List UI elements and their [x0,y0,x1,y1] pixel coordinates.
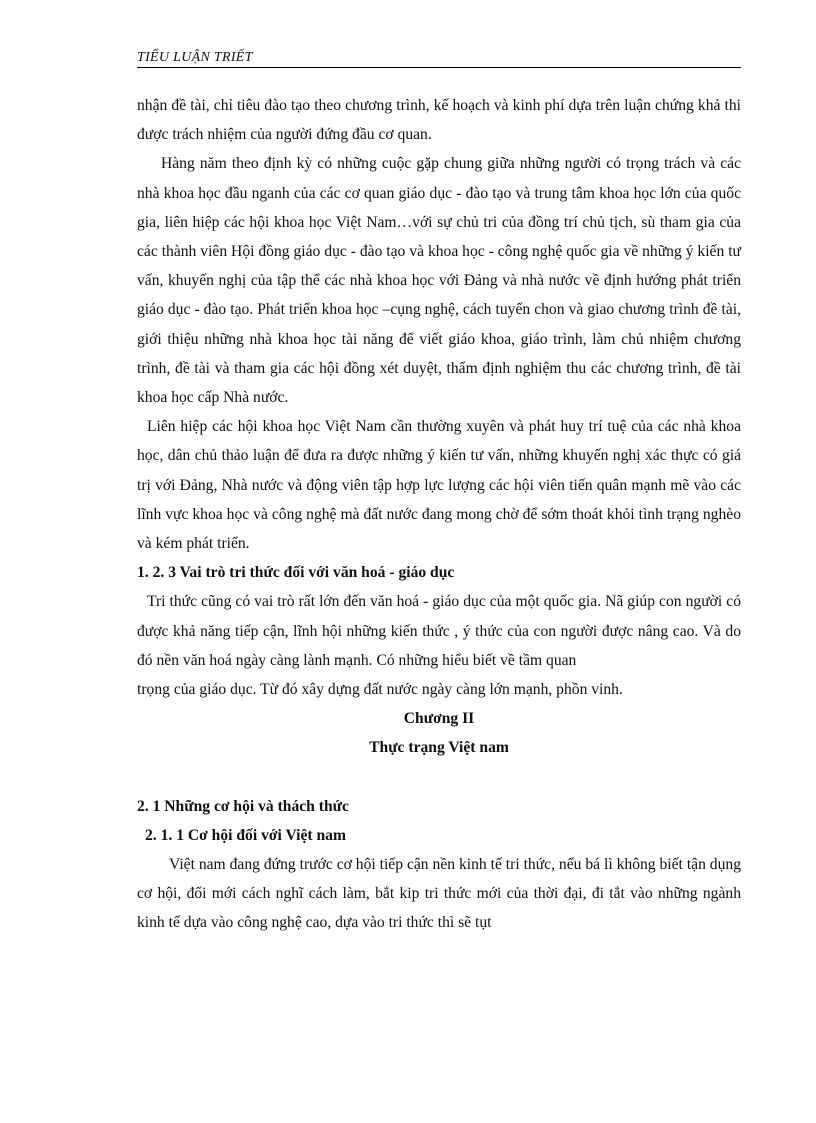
spacer [137,763,741,792]
paragraph-1: nhận đề tài, chỉ tiêu đào tạo theo chương trình, kế hoạch và kinh phí dựa trên luận chứng khả thi được trách nhiệm của người đứng đầu cơ quan. [137,97,741,144]
chapter-title: Thực trạng Việt nam [369,739,509,757]
document-body [137,91,741,938]
paragraph-6: Việt nam đang đứng trước cơ hội tiếp cận nền kinh tế tri thức, nếu bá lì không biết tận dụng cơ hội, đổi mới cách nghĩ cách làm, bắt kip tri thức mới của thời đại, đi tắt vào những ngành kinh tế dựa vào công nghệ cao, dựa vào tri thức thì sẽ tụt [137,856,741,932]
section-heading-1-2-3: 1. 2. 3 Vai trò tri thức đối với văn hoá - giáo dục [137,564,455,582]
chapter-label: Chương II [403,710,475,728]
paragraph-3: Liên hiệp các hội khoa học Việt Nam cần thường xuyên và phát huy trí tuệ của các nhà khoa học, dân chủ thảo luận để đưa ra được những ý kiến tư vấn, những khuyến nghị xác thực có giá trị với Đảng, Nhà nước và động viên tập hợp lực lượng các hội viên tiến quân mạnh mẽ vào các lĩnh vực khoa học và công nghệ mà đất nước đang mong chờ để sớm thoát khỏi tình trạng nghèo và kém phát triển. [137,418,741,553]
paragraph-2: Hàng năm theo định kỳ có những cuộc gặp chung giữa những người có trọng trách và các nhà khoa học đầu nganh của các cơ quan giáo dục - đào tạo và trung tâm khoa học lớn của quốc gia, liên hiệp các hội khoa học Việt Nam…với sự chủ tri của đồng trí chủ tịch, sù tham gia của các thành viên Hội đồng giáo dục - đào tạo và khoa học - công nghệ quốc gia về những ý kiến tư vấn, khuyến nghị của tập thể các nhà khoa học với Đảng và nhà nước về định hướng phát triển giáo dục - đào tạo. Phát triển khoa học –cụng nghệ, cách tuyển chon và giao chương trình đề tài, giới thiệu những nhà khoa học tài năng để viết giáo khoa, giáo trình, làm chủ nhiệm chương trình, đề tài và tham gia các hội đồng xét duyệt, thẩm định nghiệm thu các chương trình, đề tài khoa học cấp Nhà nước. [137,155,741,407]
section-heading-2-1-1: 2. 1. 1 Cơ hội đối với Việt nam [145,826,346,844]
paragraph-4: Tri thức cũng có vai trò rất lớn đến văn hoá - giáo dục của một quốc gia. Nã giúp con người có được khả năng tiếp cận, lĩnh hội những kiến thức , ý thức của con người được nâng cao. Và do đó nền văn hoá ngày càng lành mạnh. Có những hiểu biết về tầm quan [137,593,741,669]
paragraph-5: trọng của giáo dục. Từ đó xây dựng đất nước ngày càng lớn mạnh, phồn vinh. [137,681,623,699]
section-heading-2-1: 2. 1 Những cơ hội và thách thức [137,797,349,815]
page-header [137,48,741,68]
header-title: TIỂU LUẬN TRIẾT [137,50,253,65]
